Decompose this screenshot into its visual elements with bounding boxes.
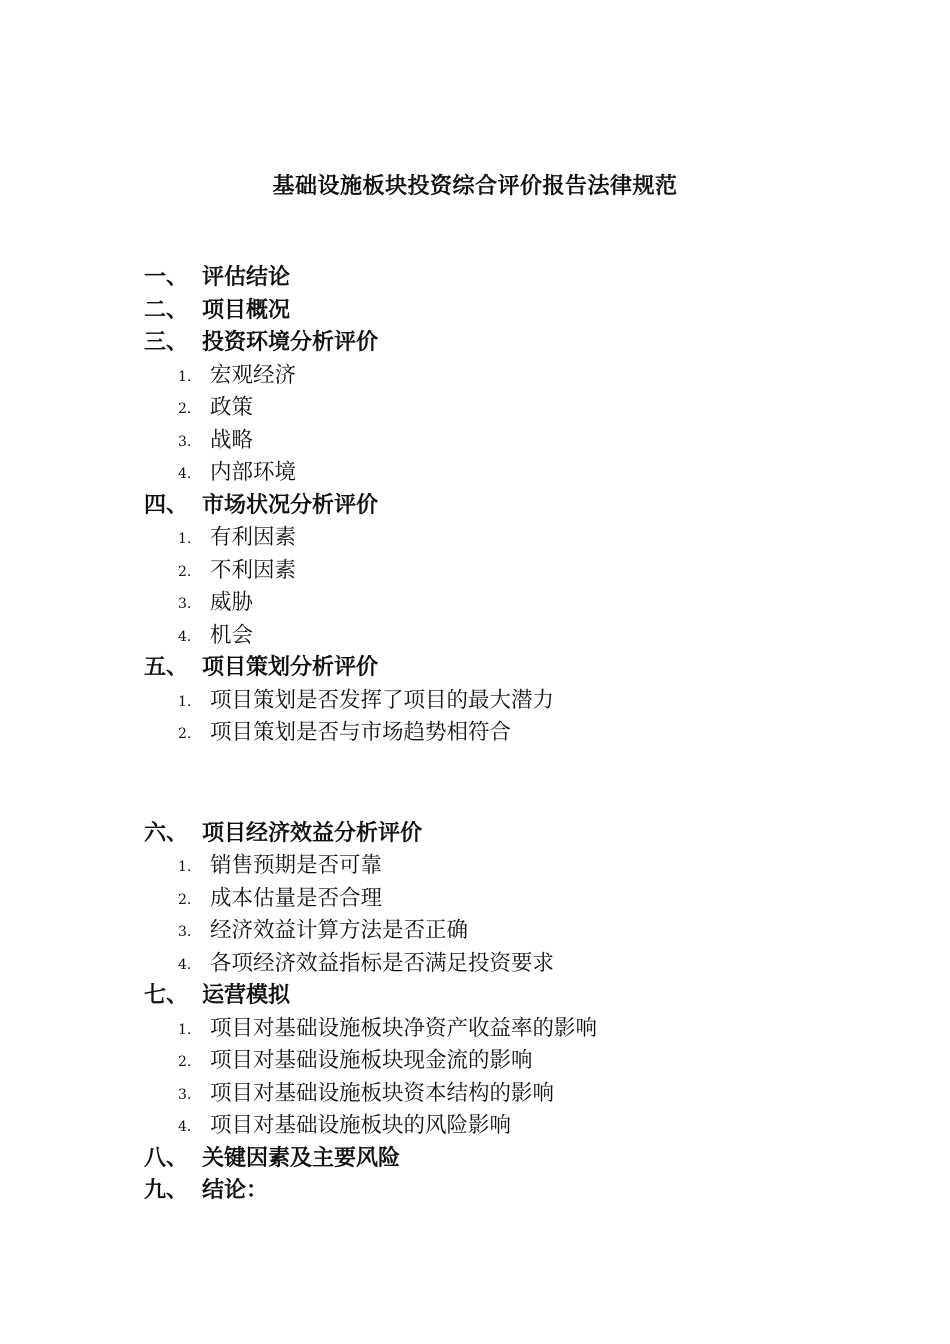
section-number: 四、 [144, 492, 189, 518]
item-number: 4. [178, 628, 192, 645]
list-item [144, 522, 864, 555]
item-number: 1. [178, 693, 192, 710]
section-heading [144, 1175, 864, 1208]
section-label: 关键因素及主要风险 [202, 1145, 401, 1171]
list-item [144, 883, 864, 916]
section-heading [144, 980, 864, 1013]
item-label: 威胁 [210, 590, 254, 615]
section-label: 项目概况 [202, 297, 291, 323]
list-item [144, 717, 864, 750]
list-item [144, 620, 864, 653]
item-label: 销售预期是否可靠 [210, 853, 383, 878]
item-label: 项目对基础设施板块现金流的影响 [210, 1048, 533, 1073]
list-item [144, 392, 864, 425]
item-number: 4. [178, 466, 192, 482]
item-number: 1. [178, 368, 192, 385]
item-number: 2. [178, 563, 192, 580]
item-label: 有利因素 [210, 525, 297, 550]
list-item [144, 1045, 864, 1078]
section-number: 二、 [144, 297, 189, 323]
item-label: 机会 [210, 622, 254, 648]
blank-space [144, 750, 864, 818]
item-label: 政策 [210, 395, 254, 420]
section-heading [144, 490, 864, 523]
item-number: 3. [178, 596, 192, 612]
item-label: 项目对基础设施板块净资产收益率的影响 [210, 1015, 598, 1041]
list-item [144, 1110, 864, 1143]
item-number: 1. [178, 859, 192, 875]
list-item [144, 1078, 864, 1111]
item-number: 4. [178, 1119, 192, 1135]
section-label: 市场状况分析评价 [202, 492, 379, 518]
item-label: 宏观经济 [210, 362, 297, 388]
section-number: 八、 [144, 1145, 189, 1171]
section-number: 六、 [144, 820, 189, 846]
section-heading [144, 1143, 864, 1176]
item-number: 1. [178, 531, 192, 547]
item-number: 2. [178, 891, 192, 908]
section-heading [144, 295, 864, 328]
section-number: 三、 [144, 330, 189, 355]
section-label: 结论： [202, 1178, 269, 1203]
list-item [144, 915, 864, 948]
item-label: 项目策划是否发挥了项目的最大潜力 [210, 687, 555, 713]
section-heading [144, 327, 864, 360]
item-number: 3. [178, 433, 192, 450]
list-item [144, 850, 864, 883]
item-label: 经济效益计算方法是否正确 [210, 918, 469, 943]
section-label: 运营模拟 [202, 983, 291, 1008]
item-number: 2. [178, 726, 192, 742]
section-number: 一、 [144, 265, 189, 290]
list-item [144, 948, 864, 981]
list-item [144, 685, 864, 718]
section-label: 项目策划分析评价 [202, 655, 379, 680]
document-title: 基础设施板块投资综合评价报告法律规范 [272, 174, 678, 199]
list-item [144, 425, 864, 458]
item-label: 各项经济效益指标是否满足投资要求 [210, 950, 555, 976]
list-item [144, 587, 864, 620]
section-heading [144, 652, 864, 685]
list-item [144, 555, 864, 588]
item-number: 1. [178, 1021, 192, 1038]
section-label: 评估结论 [202, 265, 291, 290]
list-item [144, 360, 864, 393]
section-number: 五、 [144, 655, 189, 680]
item-number: 2. [178, 401, 192, 417]
item-number: 3. [178, 924, 192, 940]
section-heading [144, 818, 864, 851]
item-label: 项目对基础设施板块资本结构的影响 [210, 1080, 555, 1106]
section-number: 七、 [144, 983, 189, 1008]
item-label: 项目策划是否与市场趋势相符合 [210, 720, 512, 745]
section-heading [144, 262, 864, 295]
item-label: 内部环境 [210, 460, 297, 485]
section-label: 投资环境分析评价 [202, 330, 379, 355]
section-number: 九、 [144, 1178, 189, 1203]
section-label: 项目经济效益分析评价 [202, 820, 423, 846]
item-number: 2. [178, 1054, 192, 1070]
item-number: 4. [178, 956, 192, 973]
list-item [144, 457, 864, 490]
table-of-contents [144, 262, 864, 1208]
list-item [144, 1013, 864, 1046]
item-label: 项目对基础设施板块的风险影响 [210, 1113, 512, 1138]
item-label: 不利因素 [210, 557, 297, 583]
item-number: 3. [178, 1086, 192, 1103]
item-label: 战略 [210, 427, 254, 453]
item-label: 成本估量是否合理 [210, 885, 383, 911]
